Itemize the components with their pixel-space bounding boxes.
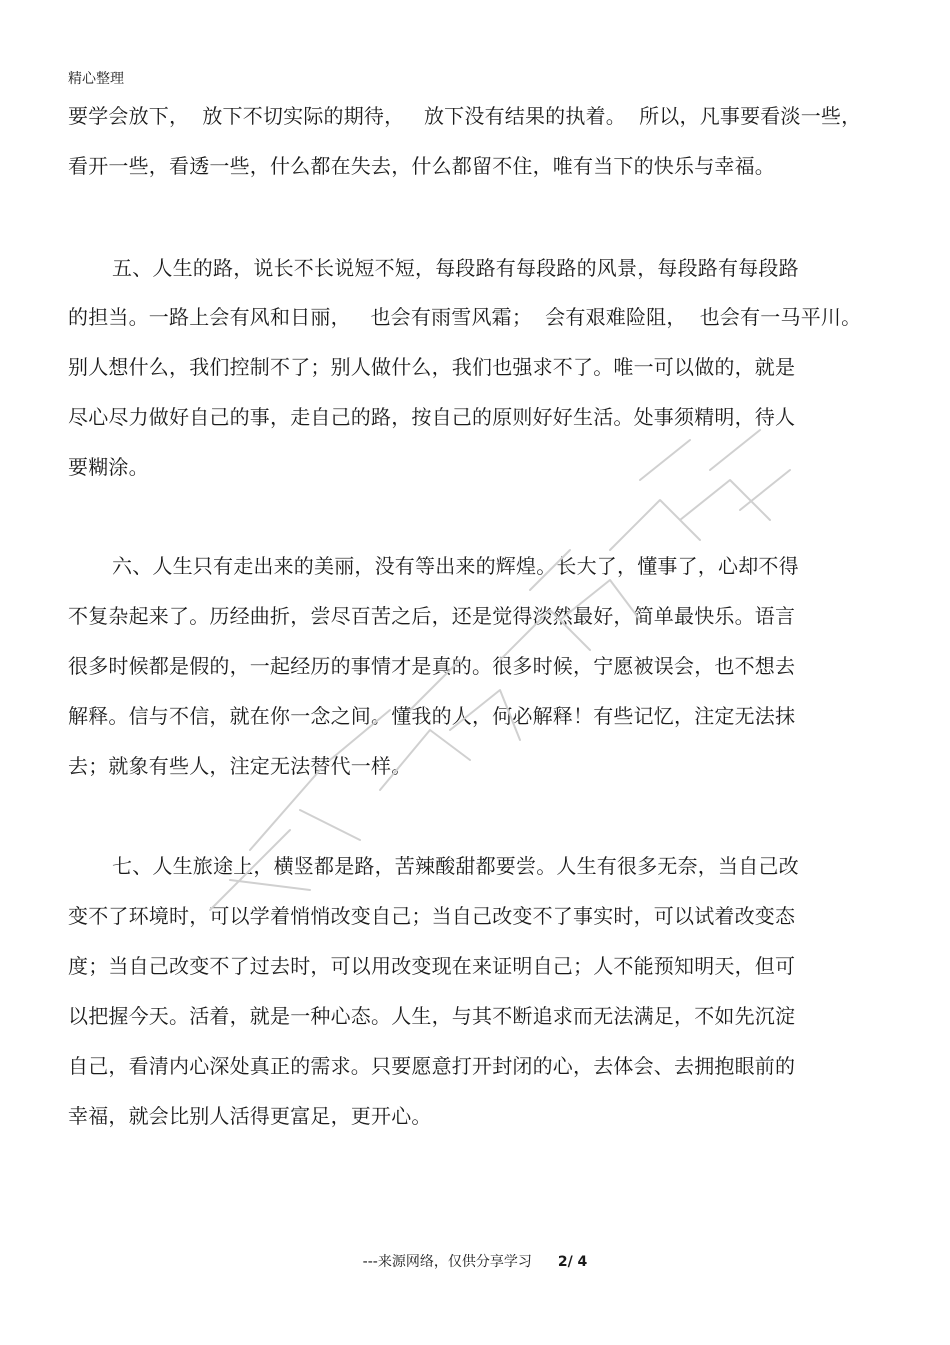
text-line: 看开一些，看透一些，什么都在失去，什么都留不住，唯有当下的快乐与幸福。 (68, 154, 775, 178)
text-line: 六、人生只有走出来的美丽，没有等出来的辉煌。长大了，懂事了，心却不得 (112, 554, 799, 578)
text-line: 去；就象有些人，注定无法替代一样。 (68, 754, 412, 778)
text-line: 幸福，就会比别人活得更富足，更开心。 (68, 1104, 432, 1128)
page-header: 精心整理 (68, 71, 124, 87)
text-line: 解释。信与不信，就在你一念之间。懂我的人，何必解释！有些记忆，注定无法抹 (68, 704, 796, 728)
text-line: 很多时候都是假的，一起经历的事情才是真的。很多时候，宁愿被误会，也不想去 (68, 654, 796, 678)
text-line: 不复杂起来了。历经曲折，尝尽百苦之后，还是觉得淡然最好，简单最快乐。语言 (68, 604, 796, 628)
page-number: 2/ 4 (557, 1254, 588, 1270)
text-line: 七、人生旅途上，横竖都是路，苦辣酸甜都要尝。人生有很多无奈，当自己改 (112, 854, 799, 878)
text-line: 变不了环境时，可以学着悄悄改变自己；当自己改变不了事实时，可以试着改变态 (68, 904, 796, 928)
text-line: 五、人生的路，说长不长说短不短，每段路有每段路的风景，每段路有每段路 (112, 256, 799, 280)
text-line: 要学会放下， 放下不切实际的期待， 放下没有结果的执着。 所以，凡事要看淡一些， (68, 104, 862, 128)
text-line: 度；当自己改变不了过去时，可以用改变现在来证明自己；人不能预知明天，但可 (68, 954, 796, 978)
page-footer (0, 1253, 950, 1271)
text-line: 以把握今天。活着，就是一种心态。人生，与其不断追求而无法满足，不如先沉淀 (68, 1004, 796, 1028)
text-line: 的担当。一路上会有风和日丽， 也会有雨雪风霜； 会有艰难险阻， 也会有一马平川。 (68, 305, 862, 329)
text-line: 自己，看清内心深处真正的需求。只要愿意打开封闭的心，去体会、去拥抱眼前的 (68, 1054, 796, 1078)
text-line: 要糊涂。 (68, 455, 149, 479)
text-line: 别人想什么，我们控制不了；别人做什么，我们也强求不了。唯一可以做的，就是 (68, 355, 796, 379)
footer-source: ---来源网络，仅供分享学习 (362, 1254, 532, 1270)
text-line: 尽心尽力做好自己的事，走自己的路，按自己的原则好好生活。处事须精明，待人 (68, 405, 796, 429)
